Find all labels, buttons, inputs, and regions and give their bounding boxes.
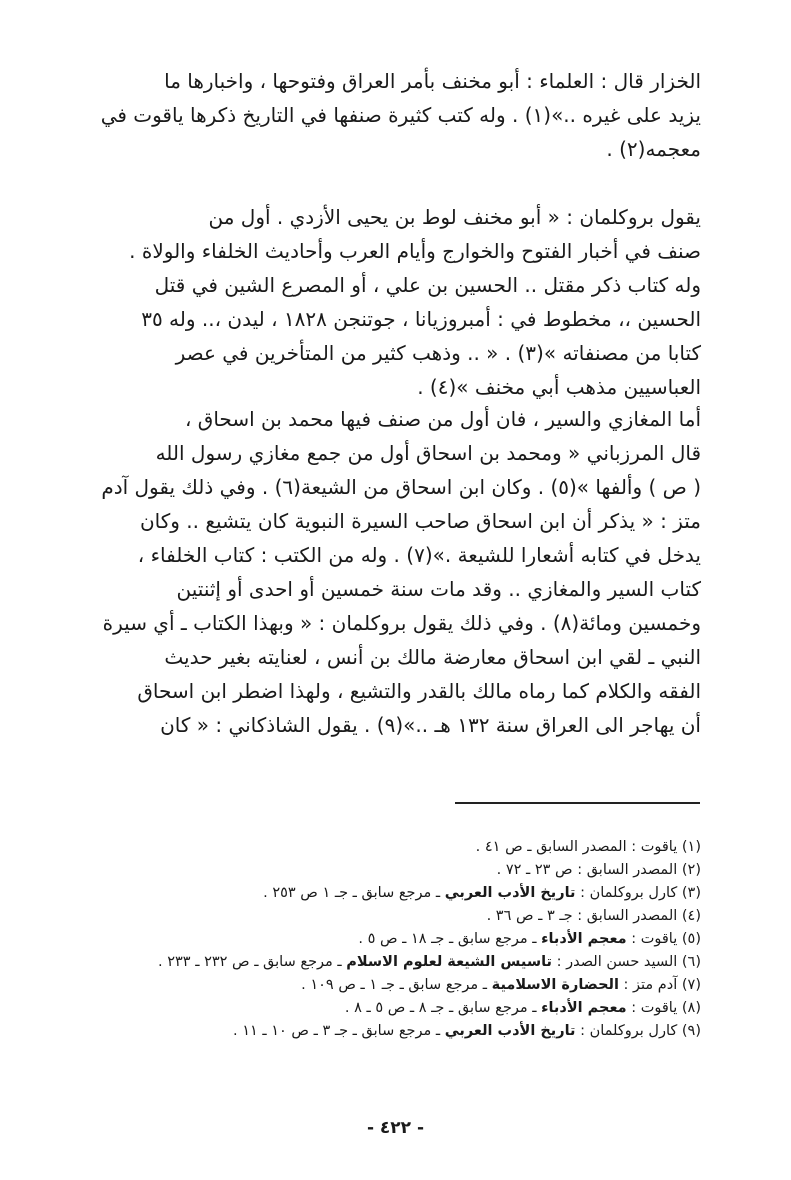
footnote-6 xyxy=(150,951,701,974)
footnote-text: (٧) آدم متز : xyxy=(618,977,701,993)
text-line: النبي ـ لقي ابن اسحاق معارضة مالك بن أنس ، لعنايته بغير حديث xyxy=(164,645,701,669)
footnote-text: (٦) السيد حسن الصدر : xyxy=(552,954,701,970)
body-paragraph-1 xyxy=(90,64,701,166)
text-line: أن يهاجر الى العراق سنة ١٣٢ هـ ..»(٩) . يقول الشاذكاني : « كان xyxy=(160,713,701,737)
footnotes-list xyxy=(150,836,701,1043)
footnote-text: ـ مرجع سابق ـ ص ٢٣٢ ـ ٢٣٣ . xyxy=(158,954,347,970)
page-number: - ٤٢٢ - xyxy=(366,1118,425,1138)
footnote-text: (٢) المصدر السابق : ص ٢٣ ـ ٧٢ . xyxy=(496,862,701,878)
body-paragraph-2 xyxy=(90,200,701,404)
footnote-1 xyxy=(150,836,701,859)
footnote-text: ـ مرجع سابق ـ جـ ٨ ـ ص ٥ ـ ٨ . xyxy=(344,1000,542,1016)
footnote-book-title: معجم الأدباء xyxy=(541,931,627,947)
footnote-book-title: تاريخ الأدب العربي xyxy=(444,885,576,901)
text-line: أما المغازي والسير ، فان أول من صنف فيها محمد بن اسحاق ، xyxy=(184,407,701,431)
text-line: وخمسين ومائة(٨) . وفي ذلك يقول بروكلمان : « وبهذا الكتاب ـ أي سيرة xyxy=(102,611,701,635)
footnote-2 xyxy=(150,859,701,882)
text-line: قال المرزباني « ومحمد بن اسحاق أول من جمع مغازي رسول الله xyxy=(155,441,701,465)
text-line: العباسيين مذهب أبي مخنف »(٤) . xyxy=(417,375,701,399)
text-line: وله كتاب ذكر مقتل .. الحسين بن علي ، أو المصرع الشين في قتل xyxy=(154,273,701,297)
footnote-text: ـ مرجع سابق ـ جـ ١ ـ ص ١٠٩ . xyxy=(301,977,492,993)
text-line: يقول بروكلمان : « أبو مخنف لوط بن يحيى الأزدي . أول من xyxy=(208,205,701,229)
footnote-5 xyxy=(150,928,701,951)
footnote-text: ـ مرجع سابق ـ جـ ١٨ ـ ص ٥ . xyxy=(358,931,542,947)
footnote-text: (١) ياقوت : المصدر السابق ـ ص ٤١ . xyxy=(475,839,701,855)
text-line: كتابا من مصنفاته »(٣) . « .. وذهب كثير من المتأخرين في عصر xyxy=(175,341,701,365)
text-line: يدخل في كتابه أشعارا للشيعة .»(٧) . وله من الكتب : كتاب الخلفاء ، xyxy=(137,543,701,567)
footnote-book-title: تاسيس الشيعة لعلوم الاسلام xyxy=(346,954,552,970)
text-line: متز : « يذكر أن ابن اسحاق صاحب السيرة النبوية كان يتشيع .. وكان xyxy=(139,509,701,533)
body-paragraph-3 xyxy=(90,402,701,742)
text-line: ( ص ) وألفها »(٥) . وكان ابن اسحاق من الشيعة(٦) . وفي ذلك يقول آدم xyxy=(101,475,701,499)
footnote-9 xyxy=(150,1020,701,1043)
footnote-text: (٨) ياقوت : xyxy=(626,1000,701,1016)
text-line: الخزار قال : العلماء : أبو مخنف بأمر العراق وفتوحها ، واخبارها ما xyxy=(164,69,701,93)
footnote-separator xyxy=(455,802,700,804)
footnote-book-title: معجم الأدباء xyxy=(541,1000,627,1016)
text-line: معجمه(٢) . xyxy=(606,137,701,161)
footnote-text: (٤) المصدر السابق : جـ ٣ ـ ص ٣٦ . xyxy=(486,908,701,924)
text-line: صنف في أخبار الفتوح والخوارج وأيام العرب وأحاديث الخلفاء والولاة . xyxy=(129,239,701,263)
footnote-text: ـ مرجع سابق ـ جـ ١ ص ٢٥٣ . xyxy=(263,885,445,901)
footnote-text: (٩) كارل بروكلمان : xyxy=(575,1023,701,1039)
footnote-3 xyxy=(150,882,701,905)
footnote-text: ـ مرجع سابق ـ جـ ٣ ـ ص ١٠ ـ ١١ . xyxy=(232,1023,445,1039)
text-line: يزيد على غيره ..»(١) . وله كتب كثيرة صنفها في التاريخ ذكرها ياقوت في xyxy=(100,103,701,127)
footnote-8 xyxy=(150,997,701,1020)
footnote-book-title: تاريخ الأدب العربي xyxy=(444,1023,576,1039)
footnote-7 xyxy=(150,974,701,997)
text-line: الحسين ،، مخطوط في : أمبروزيانا ، جوتنجن ١٨٢٨ ، ليدن ،.. وله ٣٥ xyxy=(141,307,701,331)
footnote-book-title: الحضارة الاسلامية xyxy=(491,977,619,993)
footnote-text: (٣) كارل بروكلمان : xyxy=(575,885,701,901)
footnote-4 xyxy=(150,905,701,928)
footnote-text: (٥) ياقوت : xyxy=(626,931,701,947)
text-line: الفقه والكلام كما رماه مالك بالقدر والتشيع ، ولهذا اضطر ابن اسحاق xyxy=(137,679,701,703)
text-line: كتاب السير والمغازي .. وقد مات سنة خمسين أو احدى أو إثنتين xyxy=(176,577,701,601)
